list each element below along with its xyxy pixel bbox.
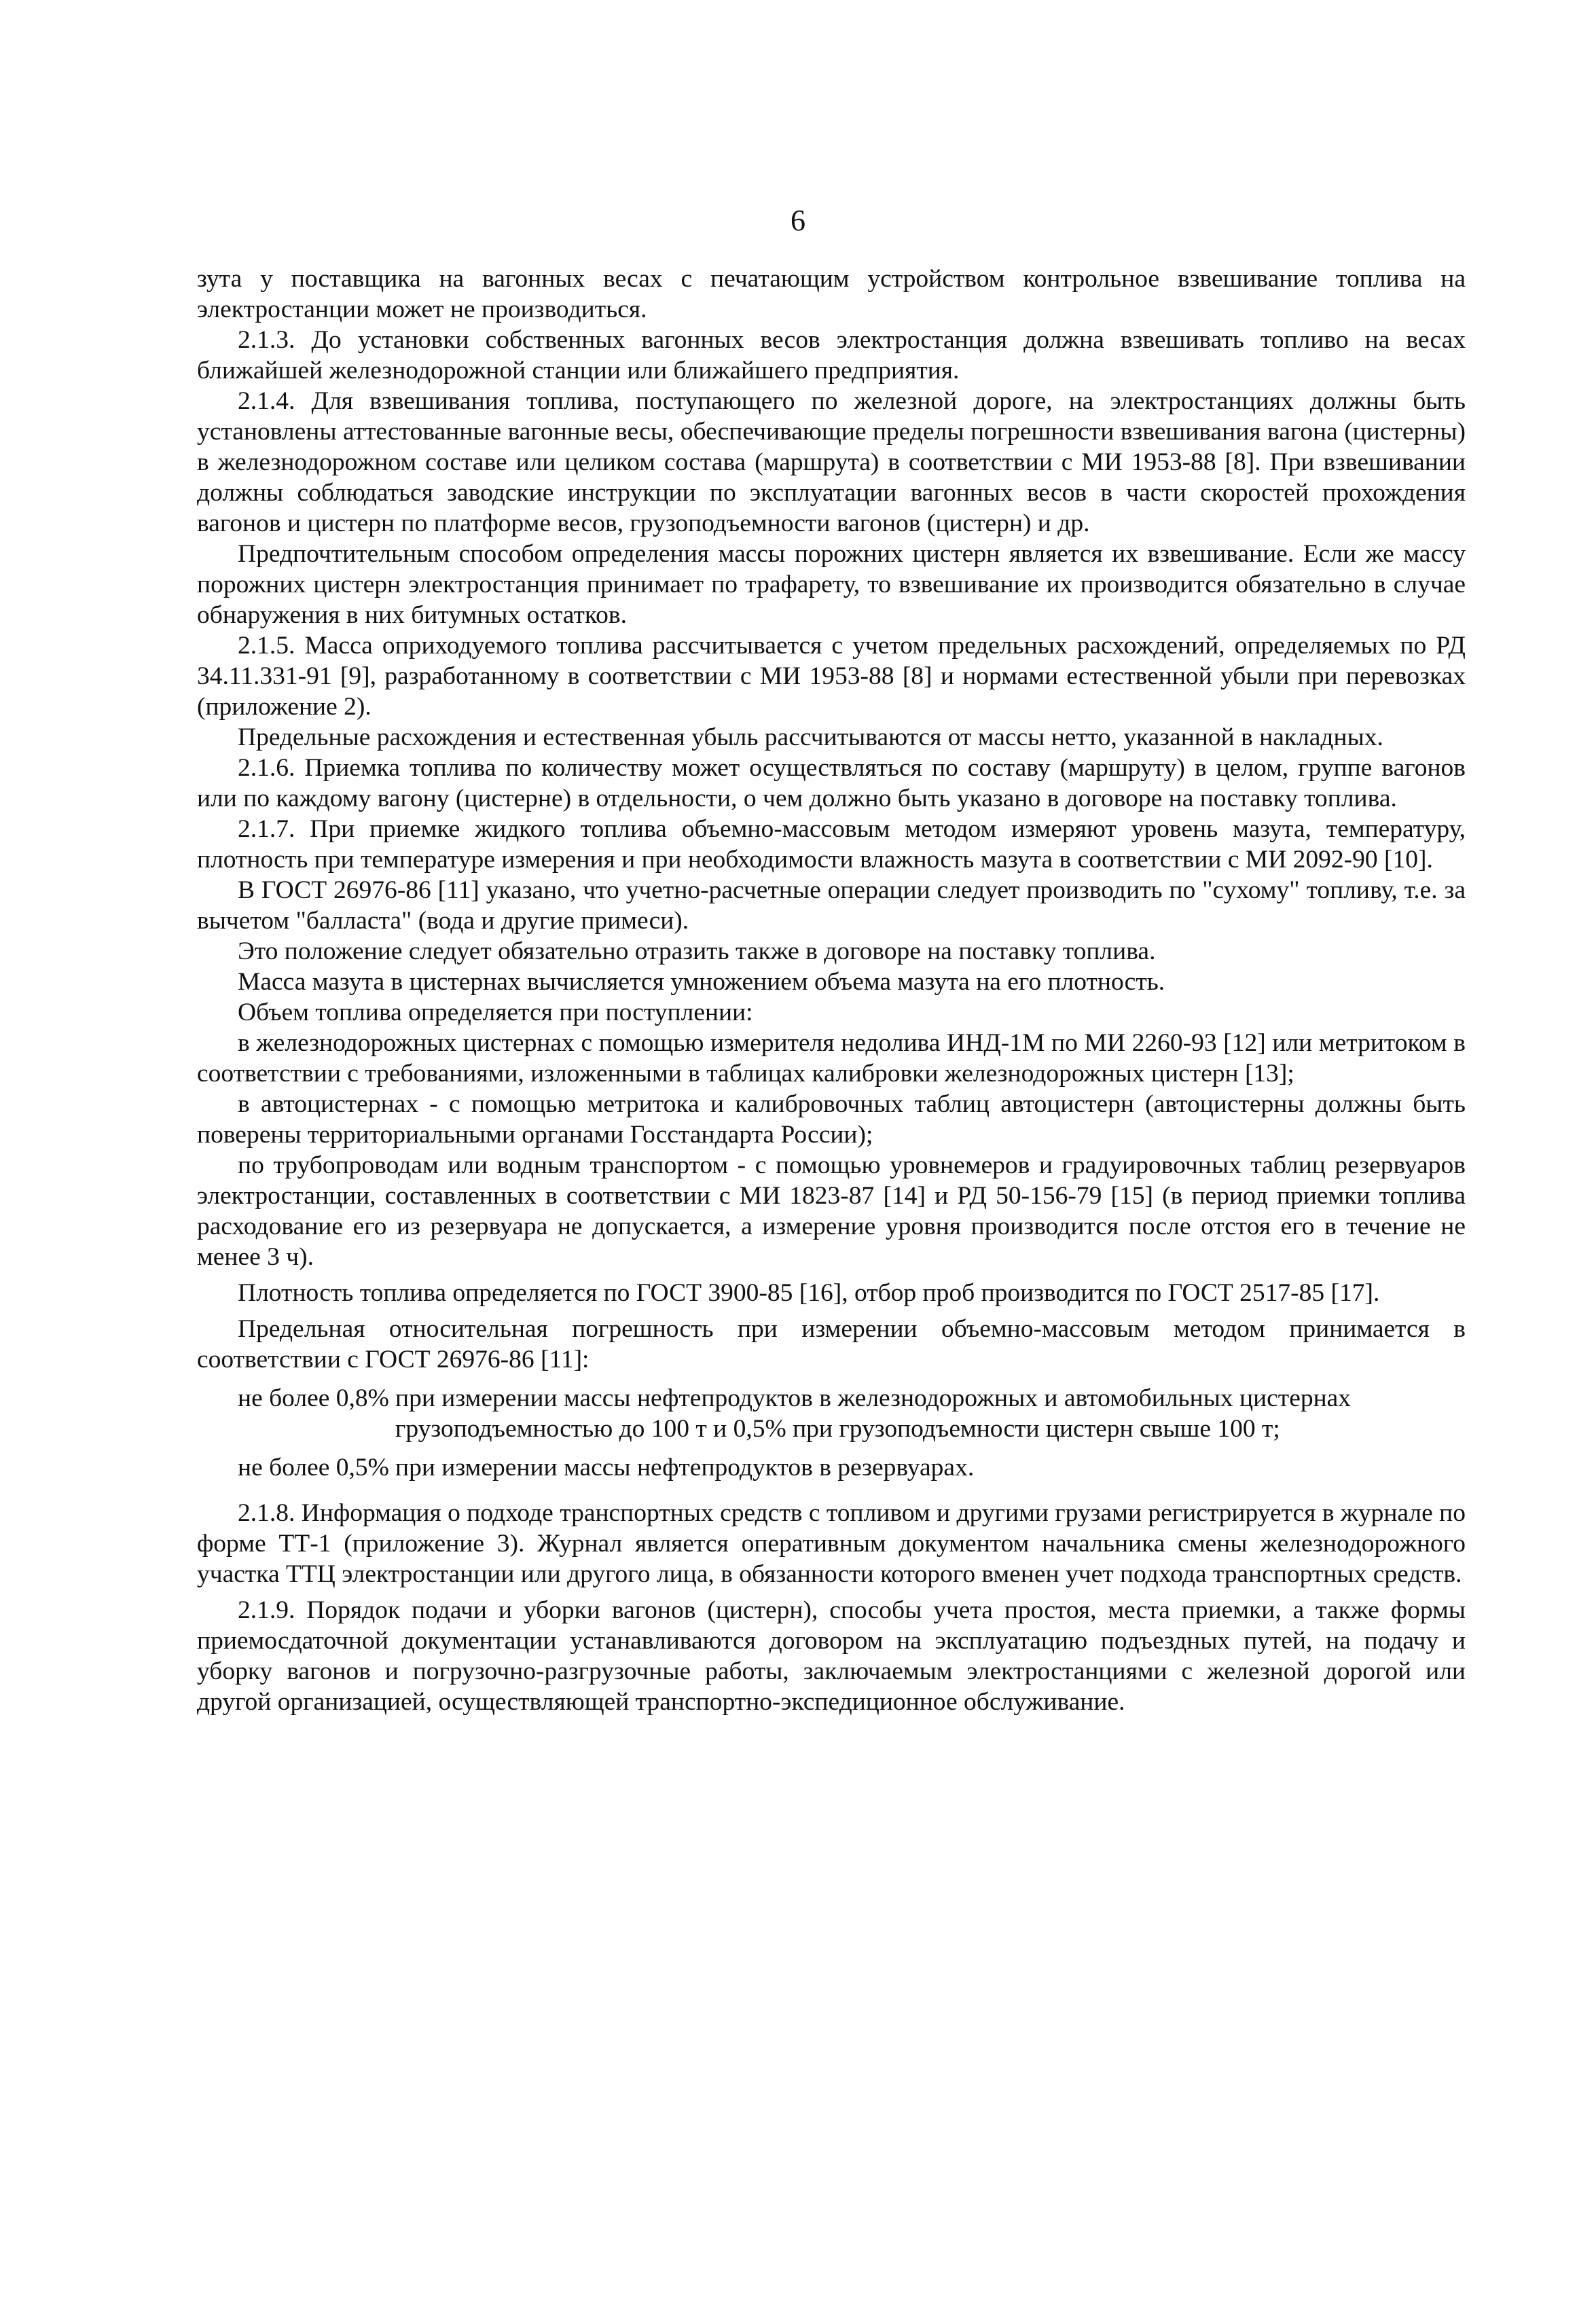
paragraph-empty-tanks: Предпочтительным способом определения массы порожних цистерн является их взвешивание. Если же массу порожних цистерн электростанция принимает по трафарету, то взвешивание их производится обязательно в случае обнаружения в них битумных остатков. [197,540,1466,629]
paragraph-density: Плотность топлива определяется по ГОСТ 3900-85 [16], отбор проб производится по ГОСТ 2517-85 [17]. [238,1279,1380,1307]
paragraph-rail-tanks: в железнодорожных цистернах с помощью измерителя недолива ИНД-1М по МИ 2260-93 [12] или метритоком в соответствии с требованиями, изложенными в таблицах калибровки железнодорожных цистерн [13]; [197,1029,1466,1088]
tolerance-label: не более 0,8% [238,1384,389,1412]
tolerance-item [197,1452,1466,1483]
tolerance-text: при измерении массы нефтепродуктов в железнодорожных и автомобильных цистернах грузоподъемностью до 100 т и 0,5% при грузоподъемности цистерн свыше 100 т; [395,1384,1352,1443]
paragraph-2-1-3: 2.1.3. До установки собственных вагонных весов электростанция должна взвешивать топливо на весах ближайшей железнодорожной станции или ближайшего предприятия. [197,326,1466,384]
paragraph-pipelines: по трубопроводам или водным транспортом - с помощью уровнемеров и градуировочных таблиц резервуаров электростанции, составленных в соответствии с МИ 1823-87 [14] и РД 50-156-79 [15] (в период приемки топлива расходование его из резервуара не допускается, а измерение уровня производится после отстоя его в течение не менее 3 ч). [197,1151,1466,1271]
paragraph-2-1-4: 2.1.4. Для взвешивания топлива, поступающего по железной дороге, на электростанциях должны быть установлены аттестованные вагонные весы, обеспечивающие пределы погрешности взвешивания вагона (цистерны) в железнодорожном составе или целиком состава (маршрута) в соответствии с МИ 1953-88 [8]. При взвешивании должны соблюдаться заводские инструкции по эксплуатации вагонных весов в части скоростей прохождения вагонов и цистерн по платформе весов, грузоподъемности вагонов (цистерн) и др. [197,387,1466,537]
tolerance-text: при измерении массы нефтепродуктов в резервуарах. [395,1454,975,1481]
paragraph-volume-intro: Объем топлива определяется при поступлении: [238,999,753,1026]
paragraph-2-1-9: 2.1.9. Порядок подачи и уборки вагонов (цистерн), способы учета простоя, места приемки, а также формы приемосдаточной документации устанавливаются договором на эксплуатацию подъездных путей, на подачу и уборку вагонов и погрузочно-разгрузочные работы, заключаемым электростанциями с железной дорогой или другой организацией, осуществляющей транспортно-экспедиционное обслуживание. [197,1596,1466,1716]
paragraph-2-1-7: 2.1.7. При приемке жидкого топлива объемно-массовым методом измеряют уровень мазута, температуру, плотность при температуре измерения и при необходимости влажность мазута в соответствии с МИ 2092-90 [10]. [197,815,1466,874]
paragraph-contract-note: Это положение следует обязательно отразить также в договоре на поставку топлива. [238,937,1156,965]
paragraph-2-1-8: 2.1.8. Информация о подходе транспортных средств с топливом и другими грузами регистрируется в журнале по форме ТТ-1 (приложение 3). Журнал является оперативным документом начальника смены железнодорожного участка ТТЦ электростанции или другого лица, в обязанности которого вменен учет подхода транспортных средств. [197,1499,1466,1588]
paragraph-limits: Предельные расхождения и естественная убыль рассчитываются от массы нетто, указанной в накладных. [238,723,1383,751]
paragraph-2-1-5: 2.1.5. Масса оприходуемого топлива рассчитывается с учетом предельных расхождений, определяемых по РД 34.11.331-91 [9], разработанному в соответствии с МИ 1953-88 [8] и нормами естественной убыли при перевозках (приложение 2). [197,632,1466,721]
tolerance-label: не более 0,5% [238,1454,389,1481]
paragraph-auto-tanks: в автоцистернах - с помощью метритока и калибровочных таблиц автоцистерн (автоцистерны должны быть поверены территориальными органами Госстандарта России); [197,1090,1466,1149]
document-body [197,264,1466,1717]
paragraph-2-1-6: 2.1.6. Приемка топлива по количеству может осуществляться по составу (маршруту) в целом, группе вагонов или по каждому вагону (цистерне) в отдельности, о чем должно быть указано в договоре на поставку топлива. [197,754,1466,812]
paragraph-relative-error: Предельная относительная погрешность при измерении объемно-массовым методом принимается в соответствии с ГОСТ 26976-86 [11]: [197,1315,1466,1373]
paragraph-continuation: зута у поставщика на вагонных весах с печатающим устройством контрольное взвешивание топлива на электростанции может не производиться. [197,265,1466,323]
paragraph-mass-calc: Масса мазута в цистернах вычисляется умножением объема мазута на его плотность. [238,968,1165,996]
page-number: 6 [791,204,805,237]
paragraph-gost-dry-fuel: В ГОСТ 26976-86 [11] указано, что учетно-расчетные операции следует производить по "сухому" топливу, т.е. за вычетом "балласта" (вода и другие примеси). [197,876,1466,935]
tolerance-item [197,1383,1466,1444]
